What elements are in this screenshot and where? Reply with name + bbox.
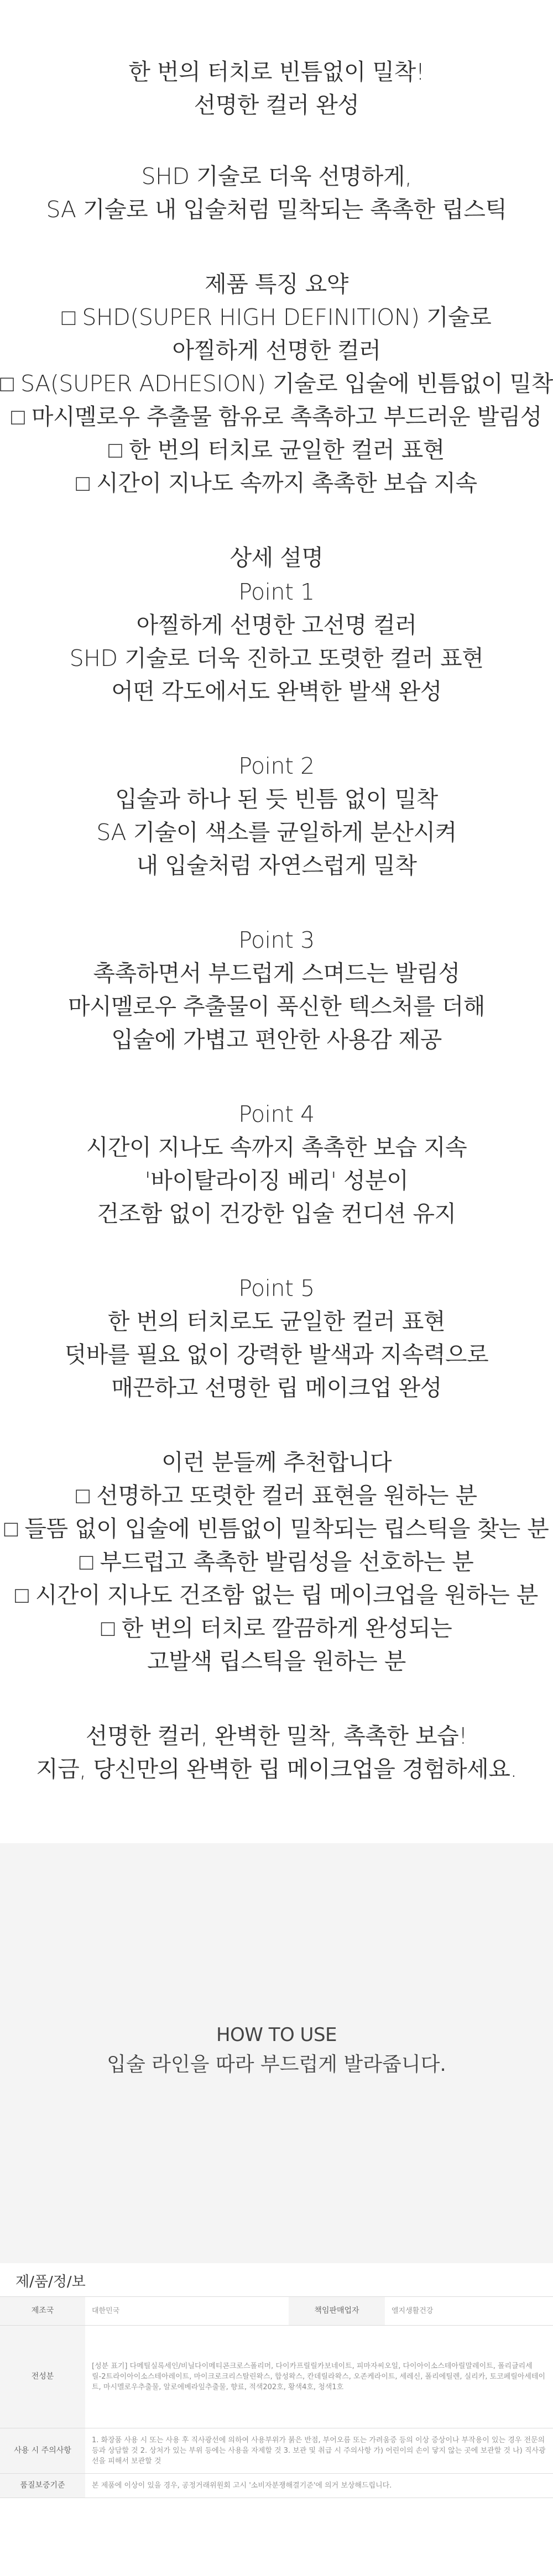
point-line: 시간이 지나도 속까지 촉촉한 보습 지속 [86, 1134, 467, 1161]
product-info-title: 제/품/정/보 [15, 2274, 86, 2290]
info-value: 엘지생활건강 [385, 2297, 553, 2326]
info-value: 본 제품에 이상이 있을 경우, 공정거래위원회 고시 '소비자분쟁해결기준'에 의거 보상해드립니다. [85, 2474, 553, 2498]
recommend-item: □ 들뜸 없이 입술에 빈틈없이 밀착되는 립스틱을 찾는 분 [4, 1515, 549, 1542]
point-line: 매끈하고 선명한 립 메이크업 완성 [111, 1374, 442, 1401]
point-line: 촉촉하면서 부드럽게 스며드는 발림성 [93, 960, 460, 987]
point-line: SHD 기술로 더욱 진하고 또렷한 컬러 표현 [69, 645, 484, 671]
point-title: Point 2 [238, 753, 315, 779]
point-line: 아찔하게 선명한 고선명 컬러 [136, 612, 417, 638]
point-line: 건조함 없이 건강한 입술 컨디션 유지 [97, 1200, 456, 1227]
point-line: 한 번의 터치로도 균일한 컬러 표현 [107, 1308, 446, 1335]
intro-line: SA 기술로 내 입술처럼 밀착되는 촉촉한 립스틱 [46, 196, 507, 223]
summary-item: □ 한 번의 터치로 균일한 컬러 표현 [108, 437, 445, 463]
recommend-item: 고발색 립스틱을 원하는 분 [147, 1648, 406, 1675]
summary-item: 아찔하게 선명한 컬러 [172, 337, 381, 364]
point-title: Point 3 [238, 927, 315, 953]
point-title: Point 1 [238, 579, 315, 605]
how-to-use-title: HOW TO USE [216, 2024, 337, 2046]
closing-line: 지금, 당신만의 완벽한 립 메이크업을 경험하세요. [36, 1756, 517, 1782]
recommend-item: □ 한 번의 터치로 깔끔하게 완성되는 [101, 1615, 452, 1641]
point-line: 입술과 하나 된 듯 빈틈 없이 밀착 [115, 786, 438, 812]
recommend-title: 이런 분들께 추천합니다 [161, 1449, 392, 1476]
info-row [0, 2297, 553, 2326]
closing-line: 선명한 컬러, 완벽한 밀착, 촉촉한 보습! [85, 1723, 468, 1749]
info-row [0, 2428, 553, 2474]
summary-title: 제품 특징 요약 [205, 271, 348, 297]
point-line: 내 입술처럼 자연스럽게 밀착 [136, 852, 417, 879]
recommend-item: □ 선명하고 또렷한 컬러 표현을 원하는 분 [76, 1482, 477, 1509]
info-row [0, 2474, 553, 2498]
summary-item: □ 시간이 지나도 속까지 촉촉한 보습 지속 [76, 470, 477, 496]
info-value: [성분 표기] 다메틸실록세인/비닐다이메티콘크로스폴리머, 다이카프릴릴카보네이트, 피마자씨오일, 다이아이소스테아릴말레이트, 폴리글리세릴-2트라이아이소스테아레이트, 마이크로크리스탈린왁스, 합성왁스, 칸데릴라왁스, 오존케라이트, 세레신, 폴리에틸렌, 실리카, 토코페릴아세테이트, 마시멜로우추출물, 알로에베라잎추출물, 향료, 적색202호, 황색4호, 청색1호 [85, 2326, 553, 2428]
info-label: 품질보증기준 [0, 2474, 85, 2498]
intro-line: SHD 기술로 더욱 선명하게, [141, 163, 412, 190]
how-to-use-subtitle: 입술 라인을 따라 부드럽게 발라줍니다. [107, 2053, 446, 2076]
info-label: 사용 시 주의사항 [0, 2428, 85, 2474]
point-line: '바이탈라이징 베리' 성분이 [144, 1167, 409, 1194]
point-line: 어떤 각도에서도 완벽한 발색 완성 [111, 678, 442, 705]
point-line: 마시멜로우 추출물이 푹신한 텍스처를 더해 [67, 993, 486, 1020]
point-title: Point 4 [238, 1101, 315, 1127]
point-title: Point 5 [238, 1275, 315, 1302]
recommend-item: □ 부드럽고 촉촉한 발림성을 선호하는 분 [79, 1549, 474, 1575]
recommend-item: □ 시간이 지나도 건조함 없는 립 메이크업을 원하는 분 [15, 1582, 538, 1608]
info-value: 대한민국 [85, 2297, 289, 2326]
point-line: 덧바를 필요 없이 강력한 발색과 지속력으로 [64, 1341, 489, 1368]
intro-line: 선명한 컬러 완성 [194, 92, 359, 118]
detail-title: 상세 설명 [229, 544, 324, 571]
info-row [0, 2326, 553, 2428]
info-label: 제조국 [0, 2297, 85, 2326]
product-info-table [0, 2296, 553, 2498]
info-label: 책임판매업자 [289, 2297, 385, 2326]
summary-item: □ SA(SUPER ADHESION) 기술로 입술에 빈틈없이 밀착 [0, 370, 553, 397]
summary-item: □ 마시멜로우 추출물 함유로 촉촉하고 부드러운 발림성 [11, 403, 542, 430]
point-line: SA 기술이 색소를 균일하게 분산시켜 [96, 819, 457, 846]
info-value: 1. 화장품 사용 시 또는 사용 후 직사광선에 의하여 사용부위가 붉은 반점, 부어오름 또는 가려움증 등의 이상 증상이나 부작용이 있는 경우 전문의 등과 상담할 것 2. 상처가 있는 부위 등에는 사용을 자제할 것 3. 보관 및 취급 시 주의사항 가) 어린이의 손이 닿지 않는 곳에 보관할 것 나) 직사광선을 피해서 보관할 것 [85, 2428, 553, 2474]
info-label: 전성분 [0, 2326, 85, 2428]
summary-item: □ SHD(SUPER HIGH DEFINITION) 기술로 [61, 304, 492, 330]
point-line: 입술에 가볍고 편안한 사용감 제공 [111, 1026, 442, 1053]
intro-line: 한 번의 터치로 빈틈없이 밀착! [128, 59, 425, 85]
